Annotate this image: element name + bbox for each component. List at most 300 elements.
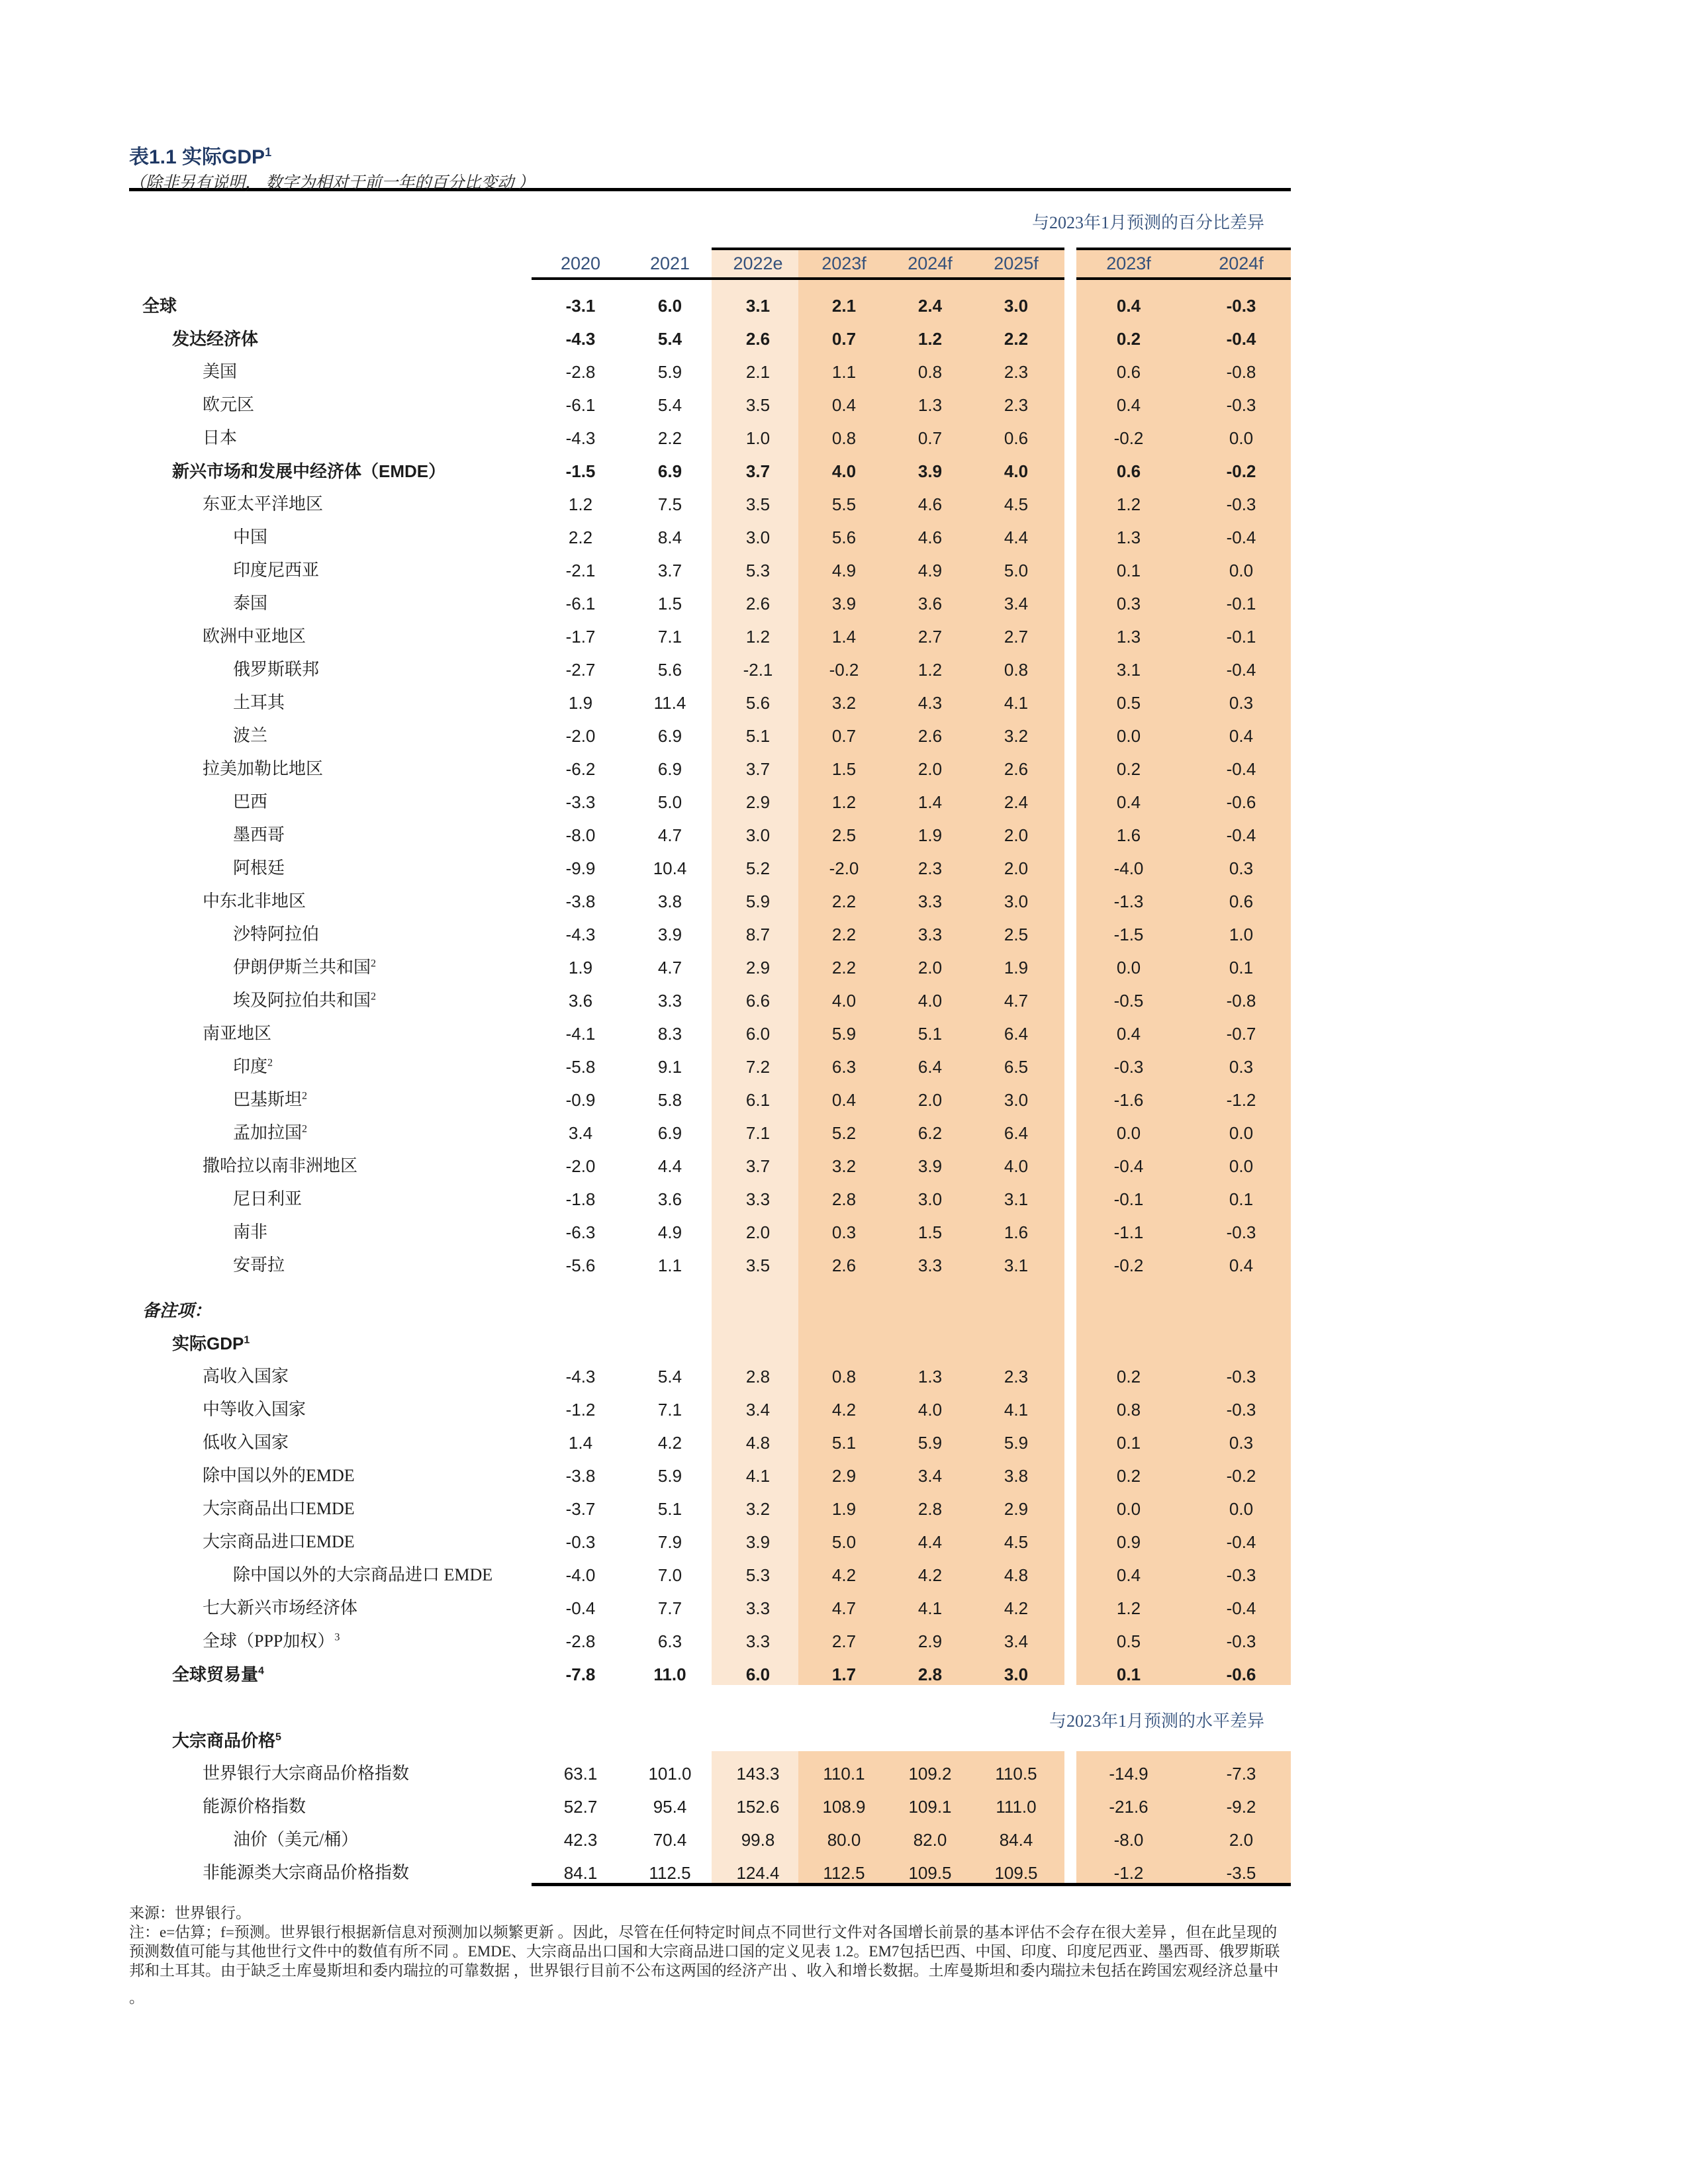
row-label: 高收入国家 [203, 1367, 289, 1386]
cell-value: 3.9 [657, 925, 682, 944]
cell-value: 4.5 [1004, 1532, 1029, 1552]
cell-value: 2.2 [568, 527, 593, 547]
table-row [0, 521, 1688, 554]
cell-value: -0.4 [1226, 329, 1256, 349]
cell-value: 0.1 [1116, 1664, 1141, 1684]
cell-value: 1.2 [1116, 494, 1141, 514]
cell-value: 5.3 [745, 561, 771, 580]
row-label: 撒哈拉以南非洲地区 [203, 1156, 358, 1175]
cell-value: 2.6 [1004, 759, 1029, 779]
cell-value: 0.0 [1229, 428, 1254, 448]
cell-value: 70.4 [653, 1830, 687, 1850]
cell-value: 3.3 [745, 1189, 771, 1209]
cell-value: 4.6 [917, 527, 943, 547]
cell-value: 0.2 [1116, 1466, 1141, 1486]
cell-value: 82.0 [913, 1830, 947, 1850]
cell-value: -1.7 [565, 627, 596, 647]
cell-value: 0.2 [1116, 759, 1141, 779]
notes-block [129, 1903, 1559, 2007]
cell-value: 2.2 [657, 428, 682, 448]
row-label: 能源价格指数 [203, 1797, 306, 1816]
cell-value: -6.1 [565, 395, 596, 415]
cell-value: 0.3 [1229, 858, 1254, 878]
cell-value: 3.5 [745, 395, 771, 415]
cell-value: 6.2 [917, 1123, 943, 1143]
cell-value: 3.3 [745, 1631, 771, 1651]
row-label: 世界银行大宗商品价格指数 [203, 1764, 410, 1783]
cell-value: 6.4 [1004, 1123, 1029, 1143]
column-header-row [0, 250, 1688, 277]
cell-value: 2.0 [745, 1222, 771, 1242]
cell-value: -4.1 [565, 1024, 596, 1044]
cell-value: 1.5 [657, 594, 682, 614]
cell-value: -2.1 [565, 561, 596, 580]
table-row [0, 819, 1688, 852]
table-row [0, 752, 1688, 786]
cell-value: 1.5 [831, 759, 857, 779]
cell-value: 5.9 [831, 1024, 857, 1044]
cell-value: 3.9 [917, 1156, 943, 1176]
diff-header-level: 与2023年1月预测的水平差异 [1049, 1711, 1264, 1731]
cell-value: -0.3 [1226, 1222, 1256, 1242]
cell-value: -3.3 [565, 792, 596, 812]
cell-value: -6.3 [565, 1222, 596, 1242]
cell-value: 6.5 [1004, 1057, 1029, 1077]
cell-value: -1.1 [1113, 1222, 1144, 1242]
cell-value: 2.2 [831, 925, 857, 944]
cell-value: 2.9 [831, 1466, 857, 1486]
table-row [0, 653, 1688, 686]
cell-value: 5.6 [745, 693, 771, 713]
cell-value: -1.5 [565, 461, 596, 481]
cell-value: 101.0 [648, 1764, 692, 1784]
cell-value: -0.3 [1226, 1565, 1256, 1585]
row-label: 泰国 [233, 594, 268, 613]
cell-value: 3.7 [745, 759, 771, 779]
table-row [0, 686, 1688, 719]
cell-value: -5.6 [565, 1255, 596, 1275]
table-row [0, 1017, 1688, 1050]
cell-value: 152.6 [736, 1797, 780, 1817]
cell-value: 4.7 [657, 825, 682, 845]
cell-value: 6.1 [745, 1090, 771, 1110]
row-label: 全球 [142, 296, 177, 316]
cell-value: 2.8 [917, 1499, 943, 1519]
note-line: 。 [129, 1989, 144, 2006]
cell-value: 1.2 [1116, 1598, 1141, 1618]
row-label: 全球贸易量$^4$ [172, 1664, 264, 1684]
table-row [0, 1294, 1688, 1327]
cell-value: -0.3 [1113, 1057, 1144, 1077]
cell-value: 2.3 [1004, 1367, 1029, 1387]
cell-value: -0.1 [1226, 627, 1256, 647]
cell-value: 4.4 [657, 1156, 682, 1176]
cell-value: 4.1 [745, 1466, 771, 1486]
cell-value: 2.5 [831, 825, 857, 845]
cell-value: 5.4 [657, 395, 682, 415]
cell-value: 7.0 [657, 1565, 682, 1585]
cell-value: 0.5 [1116, 693, 1141, 713]
cell-value: 6.0 [657, 296, 682, 316]
footnote-marker: 2 [267, 1057, 273, 1069]
cell-value: 7.1 [745, 1123, 771, 1143]
page-subtitle: （除非另有说明， 数字为相对于前一年的百分比变动 ） [129, 174, 535, 192]
cell-value: 99.8 [741, 1830, 775, 1850]
cell-value: 0.7 [831, 726, 857, 746]
cell-value: -3.1 [565, 296, 596, 316]
cell-value: 3.7 [745, 461, 771, 481]
cell-value: -0.2 [829, 660, 859, 680]
row-label: 南亚地区 [203, 1024, 272, 1043]
cell-value: 3.1 [745, 296, 771, 316]
cell-value: 7.9 [657, 1532, 682, 1552]
footnote-marker: 5 [275, 1731, 281, 1743]
cell-value: 6.4 [1004, 1024, 1029, 1044]
row-label: 非能源类大宗商品价格指数 [203, 1863, 410, 1882]
cell-value: 6.9 [657, 759, 682, 779]
row-label: 大宗商品价格$^5$ [172, 1731, 281, 1751]
cell-value: 0.2 [1116, 329, 1141, 349]
cell-value: -9.9 [565, 858, 596, 878]
cell-value: 1.6 [1116, 825, 1141, 845]
cell-value: 3.1 [1004, 1255, 1029, 1275]
cell-value: 42.3 [563, 1830, 598, 1850]
cell-value: 0.3 [1229, 1433, 1254, 1453]
header-underline-left [532, 277, 1064, 280]
footnote-marker: 2 [302, 1123, 308, 1135]
cell-value: 1.3 [1116, 527, 1141, 547]
cell-value: 4.4 [1004, 527, 1029, 547]
cell-value: -0.4 [1226, 527, 1256, 547]
cell-value: 1.2 [568, 494, 593, 514]
cell-value: 3.7 [745, 1156, 771, 1176]
cell-value: 5.1 [745, 726, 771, 746]
cell-value: 7.2 [745, 1057, 771, 1077]
cell-value: -6.2 [565, 759, 596, 779]
note-line: 注：e=估算；f=预测。世界银行根据新信息对预测加以频繁更新 。因此，尽管在任何特定时间点不同世行文件对各国增长前景的基本评估不会存在很大差异 ，但在此呈现的 [129, 1924, 1278, 1940]
cell-value: -0.2 [1113, 428, 1144, 448]
row-label: 欧元区 [203, 395, 255, 414]
cell-value: 2.0 [917, 958, 943, 978]
cell-value: 1.2 [745, 627, 771, 647]
row-label: 七大新兴市场经济体 [203, 1598, 358, 1617]
row-label: 除中国以外的大宗商品进口 EMDE [233, 1565, 493, 1584]
cell-value: 3.6 [917, 594, 943, 614]
cell-value: 0.3 [1229, 693, 1254, 713]
cell-value: 3.4 [917, 1466, 943, 1486]
cell-value: 95.4 [653, 1797, 687, 1817]
cell-value: 2.8 [831, 1189, 857, 1209]
cell-value: -0.3 [1226, 1400, 1256, 1420]
cell-value: 2.9 [745, 958, 771, 978]
cell-value: 0.3 [831, 1222, 857, 1242]
table-row [0, 1083, 1688, 1116]
cell-value: -0.3 [1226, 1631, 1256, 1651]
cell-value: 1.9 [568, 958, 593, 978]
table-row [0, 455, 1688, 488]
cell-value: 2.4 [917, 296, 943, 316]
cell-value: 1.1 [657, 1255, 682, 1275]
cell-value: 5.2 [831, 1123, 857, 1143]
cell-value: 4.6 [917, 494, 943, 514]
column-header: 2020 [560, 253, 601, 273]
row-label: 埃及阿拉伯共和国$^2$ [233, 991, 377, 1010]
cell-value: -0.7 [1226, 1024, 1256, 1044]
cell-value: -4.3 [565, 428, 596, 448]
cell-value: 5.9 [657, 362, 682, 382]
row-label: 新兴市场和发展中经济体（EMDE） [172, 461, 446, 481]
cell-value: 0.4 [1229, 726, 1254, 746]
cell-value: 1.9 [568, 693, 593, 713]
cell-value: 3.3 [917, 1255, 943, 1275]
page-title: 表1.1 实际GDP$^1$ [129, 146, 272, 168]
cell-value: 110.1 [823, 1764, 865, 1784]
cell-value: 3.0 [1004, 1090, 1029, 1110]
table-row [0, 1856, 1688, 1889]
cell-value: -2.8 [565, 362, 596, 382]
cell-value: 3.2 [831, 1156, 857, 1176]
column-header: 2025f [994, 253, 1039, 273]
cell-value: 1.0 [1229, 925, 1254, 944]
cell-value: 0.7 [831, 329, 857, 349]
column-header: 2024f [1219, 253, 1264, 273]
cell-value: 3.0 [745, 825, 771, 845]
cell-value: -2.1 [743, 660, 773, 680]
cell-value: -3.7 [565, 1499, 596, 1519]
cell-value: 3.0 [917, 1189, 943, 1209]
cell-value: 3.1 [1116, 660, 1141, 680]
cell-value: 5.9 [1004, 1433, 1029, 1453]
cell-value: 5.1 [917, 1024, 943, 1044]
cell-value: 1.3 [1116, 627, 1141, 647]
cell-value: 11.0 [653, 1664, 686, 1684]
source-line: 来源：世界银行。 [129, 1905, 251, 1921]
cell-value: -0.2 [1113, 1255, 1144, 1275]
cell-value: -1.2 [1226, 1090, 1256, 1110]
cell-value: 10.4 [653, 858, 687, 878]
cell-value: 1.7 [831, 1664, 857, 1684]
cell-value: -1.5 [1113, 925, 1144, 944]
note-lines [129, 1923, 1559, 2007]
row-label: 土耳其 [233, 693, 285, 712]
cell-value: -2.0 [565, 726, 596, 746]
note-line: 预测数值可能与其他世行文件中的数值有所不同 。EMDE、大宗商品出口国和大宗商品进口国的定义见表 1.2。EM7包括巴西、中国、印度、印度尼西亚、墨西哥、俄罗斯联 [129, 1943, 1280, 1960]
cell-value: -0.1 [1226, 594, 1256, 614]
cell-value: 1.9 [831, 1499, 857, 1519]
cell-value: -0.3 [1226, 296, 1256, 316]
cell-value: 0.4 [831, 395, 857, 415]
cell-value: -0.2 [1226, 1466, 1256, 1486]
cell-value: -2.8 [565, 1631, 596, 1651]
cell-value: 4.0 [831, 461, 857, 481]
cell-value: -0.9 [565, 1090, 596, 1110]
cell-value: 4.8 [1004, 1565, 1029, 1585]
cell-value: 3.4 [1004, 1631, 1029, 1651]
cell-value: 4.9 [657, 1222, 682, 1242]
cell-value: 5.9 [917, 1433, 943, 1453]
header-underline-right [1076, 277, 1291, 280]
row-label: 中东北非地区 [203, 891, 306, 911]
cell-value: 110.5 [995, 1764, 1037, 1784]
cell-value: 3.6 [657, 1189, 682, 1209]
cell-value: -8.0 [1113, 1830, 1144, 1850]
cell-value: 0.1 [1116, 1433, 1141, 1453]
table-row [0, 1492, 1688, 1525]
table-row [0, 786, 1688, 819]
title-footnote-marker: 1 [265, 146, 272, 159]
cell-value: 2.2 [831, 891, 857, 911]
cell-value: 4.7 [831, 1598, 857, 1618]
cell-value: 11.4 [653, 693, 686, 713]
cell-value: 1.0 [745, 428, 771, 448]
row-label: 南非 [233, 1222, 268, 1242]
cell-value: 2.4 [1004, 792, 1029, 812]
cell-value: 0.0 [1116, 1123, 1141, 1143]
cell-value: -21.6 [1109, 1797, 1149, 1817]
cell-value: 5.6 [657, 660, 682, 680]
cell-value: -0.4 [1226, 660, 1256, 680]
footnote-marker: 2 [371, 991, 377, 1003]
cell-value: 112.5 [823, 1863, 865, 1883]
cell-value: 6.9 [657, 726, 682, 746]
cell-value: 4.4 [917, 1532, 943, 1552]
cell-value: 0.0 [1229, 1499, 1254, 1519]
cell-value: 3.8 [657, 891, 682, 911]
cell-value: 3.9 [745, 1532, 771, 1552]
cell-value: 2.3 [917, 858, 943, 878]
cell-value: 0.3 [1116, 594, 1141, 614]
row-label: 东亚太平洋地区 [203, 494, 324, 514]
cell-value: 2.0 [917, 1090, 943, 1110]
cell-value: -0.6 [1226, 1664, 1256, 1684]
cell-value: 0.1 [1229, 1189, 1254, 1209]
cell-value: 1.4 [917, 792, 943, 812]
table-row [0, 1216, 1688, 1249]
cell-value: 5.6 [831, 527, 857, 547]
cell-value: -0.4 [565, 1598, 596, 1618]
table-row [0, 1327, 1688, 1360]
table-row [0, 918, 1688, 951]
table-row [0, 488, 1688, 521]
cell-value: 1.2 [831, 792, 857, 812]
cell-value: 0.0 [1116, 1499, 1141, 1519]
cell-value: 0.8 [1004, 660, 1029, 680]
cell-value: 143.3 [736, 1764, 780, 1784]
cell-value: 2.7 [917, 627, 943, 647]
row-label: 孟加拉国$^2$ [233, 1123, 308, 1142]
cell-value: -3.8 [565, 1466, 596, 1486]
row-label: 日本 [203, 428, 238, 447]
table-row [0, 1658, 1688, 1691]
cell-value: 0.0 [1229, 561, 1254, 580]
table-row [0, 1459, 1688, 1492]
cell-value: 1.3 [917, 395, 943, 415]
cell-value: 2.5 [1004, 925, 1029, 944]
table-row [0, 1150, 1688, 1183]
cell-value: 4.9 [831, 561, 857, 580]
row-label: 波兰 [233, 726, 268, 745]
cell-value: 8.3 [657, 1024, 682, 1044]
cell-value: 4.5 [1004, 494, 1029, 514]
cell-value: 84.4 [999, 1830, 1033, 1850]
cell-value: 3.7 [657, 561, 682, 580]
cell-value: 3.0 [1004, 296, 1029, 316]
diff-header-percentage: 与2023年1月预测的百分比差异 [1031, 213, 1264, 232]
main-table-body [0, 289, 1688, 1691]
table-row [0, 289, 1688, 322]
cell-value: 1.6 [1004, 1222, 1029, 1242]
cell-value: 9.1 [657, 1057, 682, 1077]
cell-value: -0.4 [1226, 759, 1256, 779]
cell-value: 0.6 [1116, 362, 1141, 382]
table-row [0, 1757, 1688, 1790]
cell-value: 5.0 [1004, 561, 1029, 580]
cell-value: 1.1 [831, 362, 857, 382]
cell-value: 6.3 [831, 1057, 857, 1077]
cell-value: -0.4 [1113, 1156, 1144, 1176]
cell-value: 8.4 [657, 527, 682, 547]
table-row [0, 1249, 1688, 1282]
table-row [0, 422, 1688, 455]
footnote-marker: 2 [302, 1090, 308, 1102]
cell-value: -0.8 [1226, 991, 1256, 1011]
cell-value: 4.7 [657, 958, 682, 978]
table-row [0, 1183, 1688, 1216]
column-header: 2023f [821, 253, 867, 273]
row-label: 阿根廷 [233, 858, 285, 878]
table-row [0, 852, 1688, 885]
cell-value: 2.0 [1229, 1830, 1254, 1850]
cell-value: 3.1 [1004, 1189, 1029, 1209]
cell-value: 4.1 [1004, 693, 1029, 713]
cell-value: 0.1 [1116, 561, 1141, 580]
row-label: 欧洲中亚地区 [203, 627, 306, 646]
cell-value: 1.5 [917, 1222, 943, 1242]
cell-value: -0.3 [1226, 494, 1256, 514]
row-label: 尼日利亚 [233, 1189, 303, 1208]
cell-value: -0.8 [1226, 362, 1256, 382]
cell-value: 3.2 [1004, 726, 1029, 746]
cell-value: 3.9 [831, 594, 857, 614]
cell-value: 0.4 [1229, 1255, 1254, 1275]
footnote-marker: 2 [371, 958, 377, 970]
cell-value: 2.8 [745, 1367, 771, 1387]
cell-value: 2.9 [1004, 1499, 1029, 1519]
cell-value: 0.0 [1116, 726, 1141, 746]
cell-value: 8.7 [745, 925, 771, 944]
footnote-marker: 3 [334, 1631, 340, 1643]
cell-value: -3.5 [1226, 1863, 1256, 1883]
cell-value: 6.9 [657, 461, 682, 481]
table-row [0, 1116, 1688, 1150]
table-row [0, 322, 1688, 355]
cell-value: -2.0 [565, 1156, 596, 1176]
cell-value: -0.4 [1226, 1598, 1256, 1618]
cell-value: 0.4 [1116, 1024, 1141, 1044]
cell-value: 1.9 [1004, 958, 1029, 978]
cell-value: 0.8 [1116, 1400, 1141, 1420]
table-row [0, 719, 1688, 752]
cell-value: 1.9 [917, 825, 943, 845]
cell-value: 0.4 [1116, 395, 1141, 415]
cell-value: 112.5 [649, 1863, 691, 1883]
column-header: 2022e [733, 253, 783, 273]
row-label: 巴西 [233, 792, 268, 811]
cell-value: 3.2 [745, 1499, 771, 1519]
cell-value: -4.3 [565, 925, 596, 944]
cell-value: 4.0 [917, 1400, 943, 1420]
table-row [0, 1426, 1688, 1459]
